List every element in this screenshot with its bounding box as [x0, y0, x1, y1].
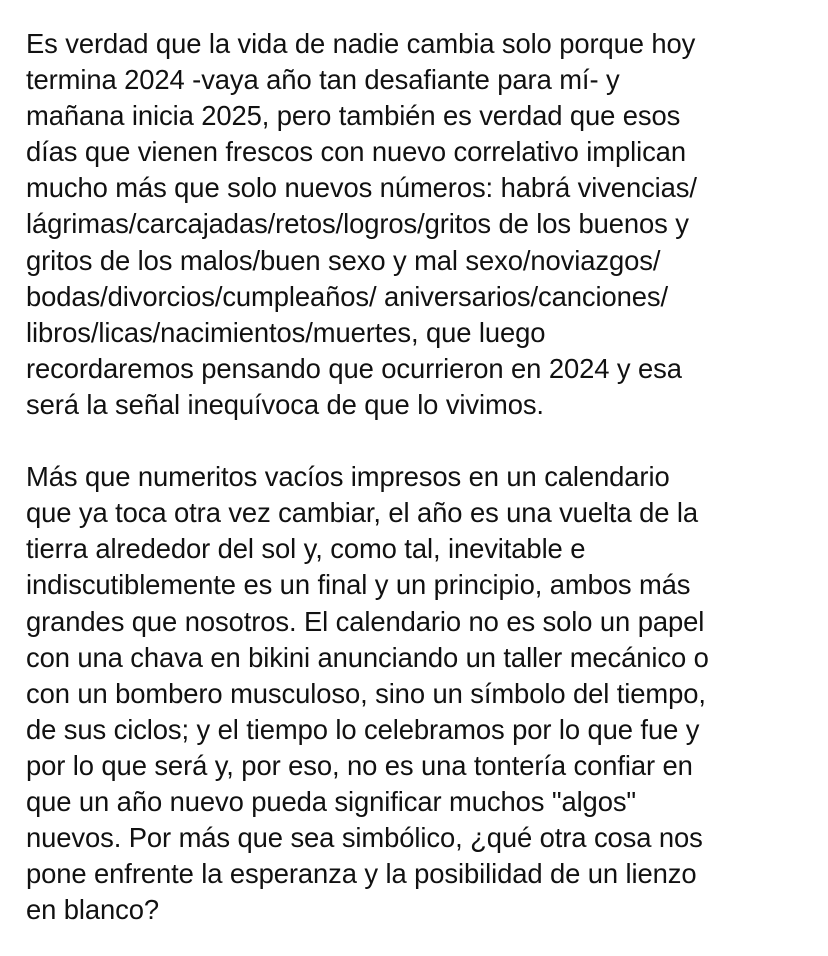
text-line: bodas/divorcios/cumpleaños/ aniversarios/canciones/	[26, 280, 668, 312]
text-line: pone enfrente la esperanza y la posibilidad de un lienzo	[26, 858, 697, 890]
text-line: mucho más que solo nuevos números: habrá vivencias/	[26, 172, 697, 204]
text-line: Más que numeritos vacíos impresos en un calendario	[26, 461, 670, 493]
text-line: con una chava en bikini anunciando un taller mecánico o	[26, 641, 709, 673]
post-paragraph-1	[26, 26, 816, 423]
text-line: grandes que nosotros. El calendario no es solo un papel	[26, 605, 705, 637]
text-line: que ya toca otra vez cambiar, el año es una vuelta de la	[26, 497, 698, 529]
text-line: libros/licas/nacimientos/muertes, que luego	[26, 316, 546, 348]
text-line: por lo que será y, por eso, no es una tontería confiar en	[26, 749, 693, 781]
text-line: que un año nuevo pueda significar muchos "algos"	[26, 785, 637, 817]
text-line: Es verdad que la vida de nadie cambia solo porque hoy	[26, 28, 696, 59]
text-line: días que vienen frescos con nuevo correlativo implican	[26, 136, 686, 168]
text-line: indiscutiblemente es un final y un principio, ambos más	[26, 569, 691, 601]
text-line: lágrimas/carcajadas/retos/logros/gritos de los buenos y	[26, 208, 689, 240]
post-text	[26, 26, 816, 928]
post-paragraph-2	[26, 459, 816, 928]
text-line: con un bombero musculoso, sino un símbolo del tiempo,	[26, 677, 706, 709]
text-line: mañana inicia 2025, pero también es verdad que esos	[26, 100, 681, 132]
text-line: termina 2024 -vaya año tan desafiante para mí- y	[26, 64, 620, 96]
text-line: de sus ciclos; y el tiempo lo celebramos por lo que fue y	[26, 713, 700, 745]
text-line: en blanco?	[26, 894, 160, 926]
text-line: será la señal inequívoca de que lo vivimos.	[26, 388, 544, 420]
text-line: recordaremos pensando que ocurrieron en 2024 y esa	[26, 352, 682, 384]
text-line: nuevos. Por más que sea simbólico, ¿qué otra cosa nos	[26, 822, 703, 854]
text-line: gritos de los malos/buen sexo y mal sexo/noviazgos/	[26, 244, 661, 276]
text-line: tierra alrededor del sol y, como tal, inevitable e	[26, 533, 586, 565]
